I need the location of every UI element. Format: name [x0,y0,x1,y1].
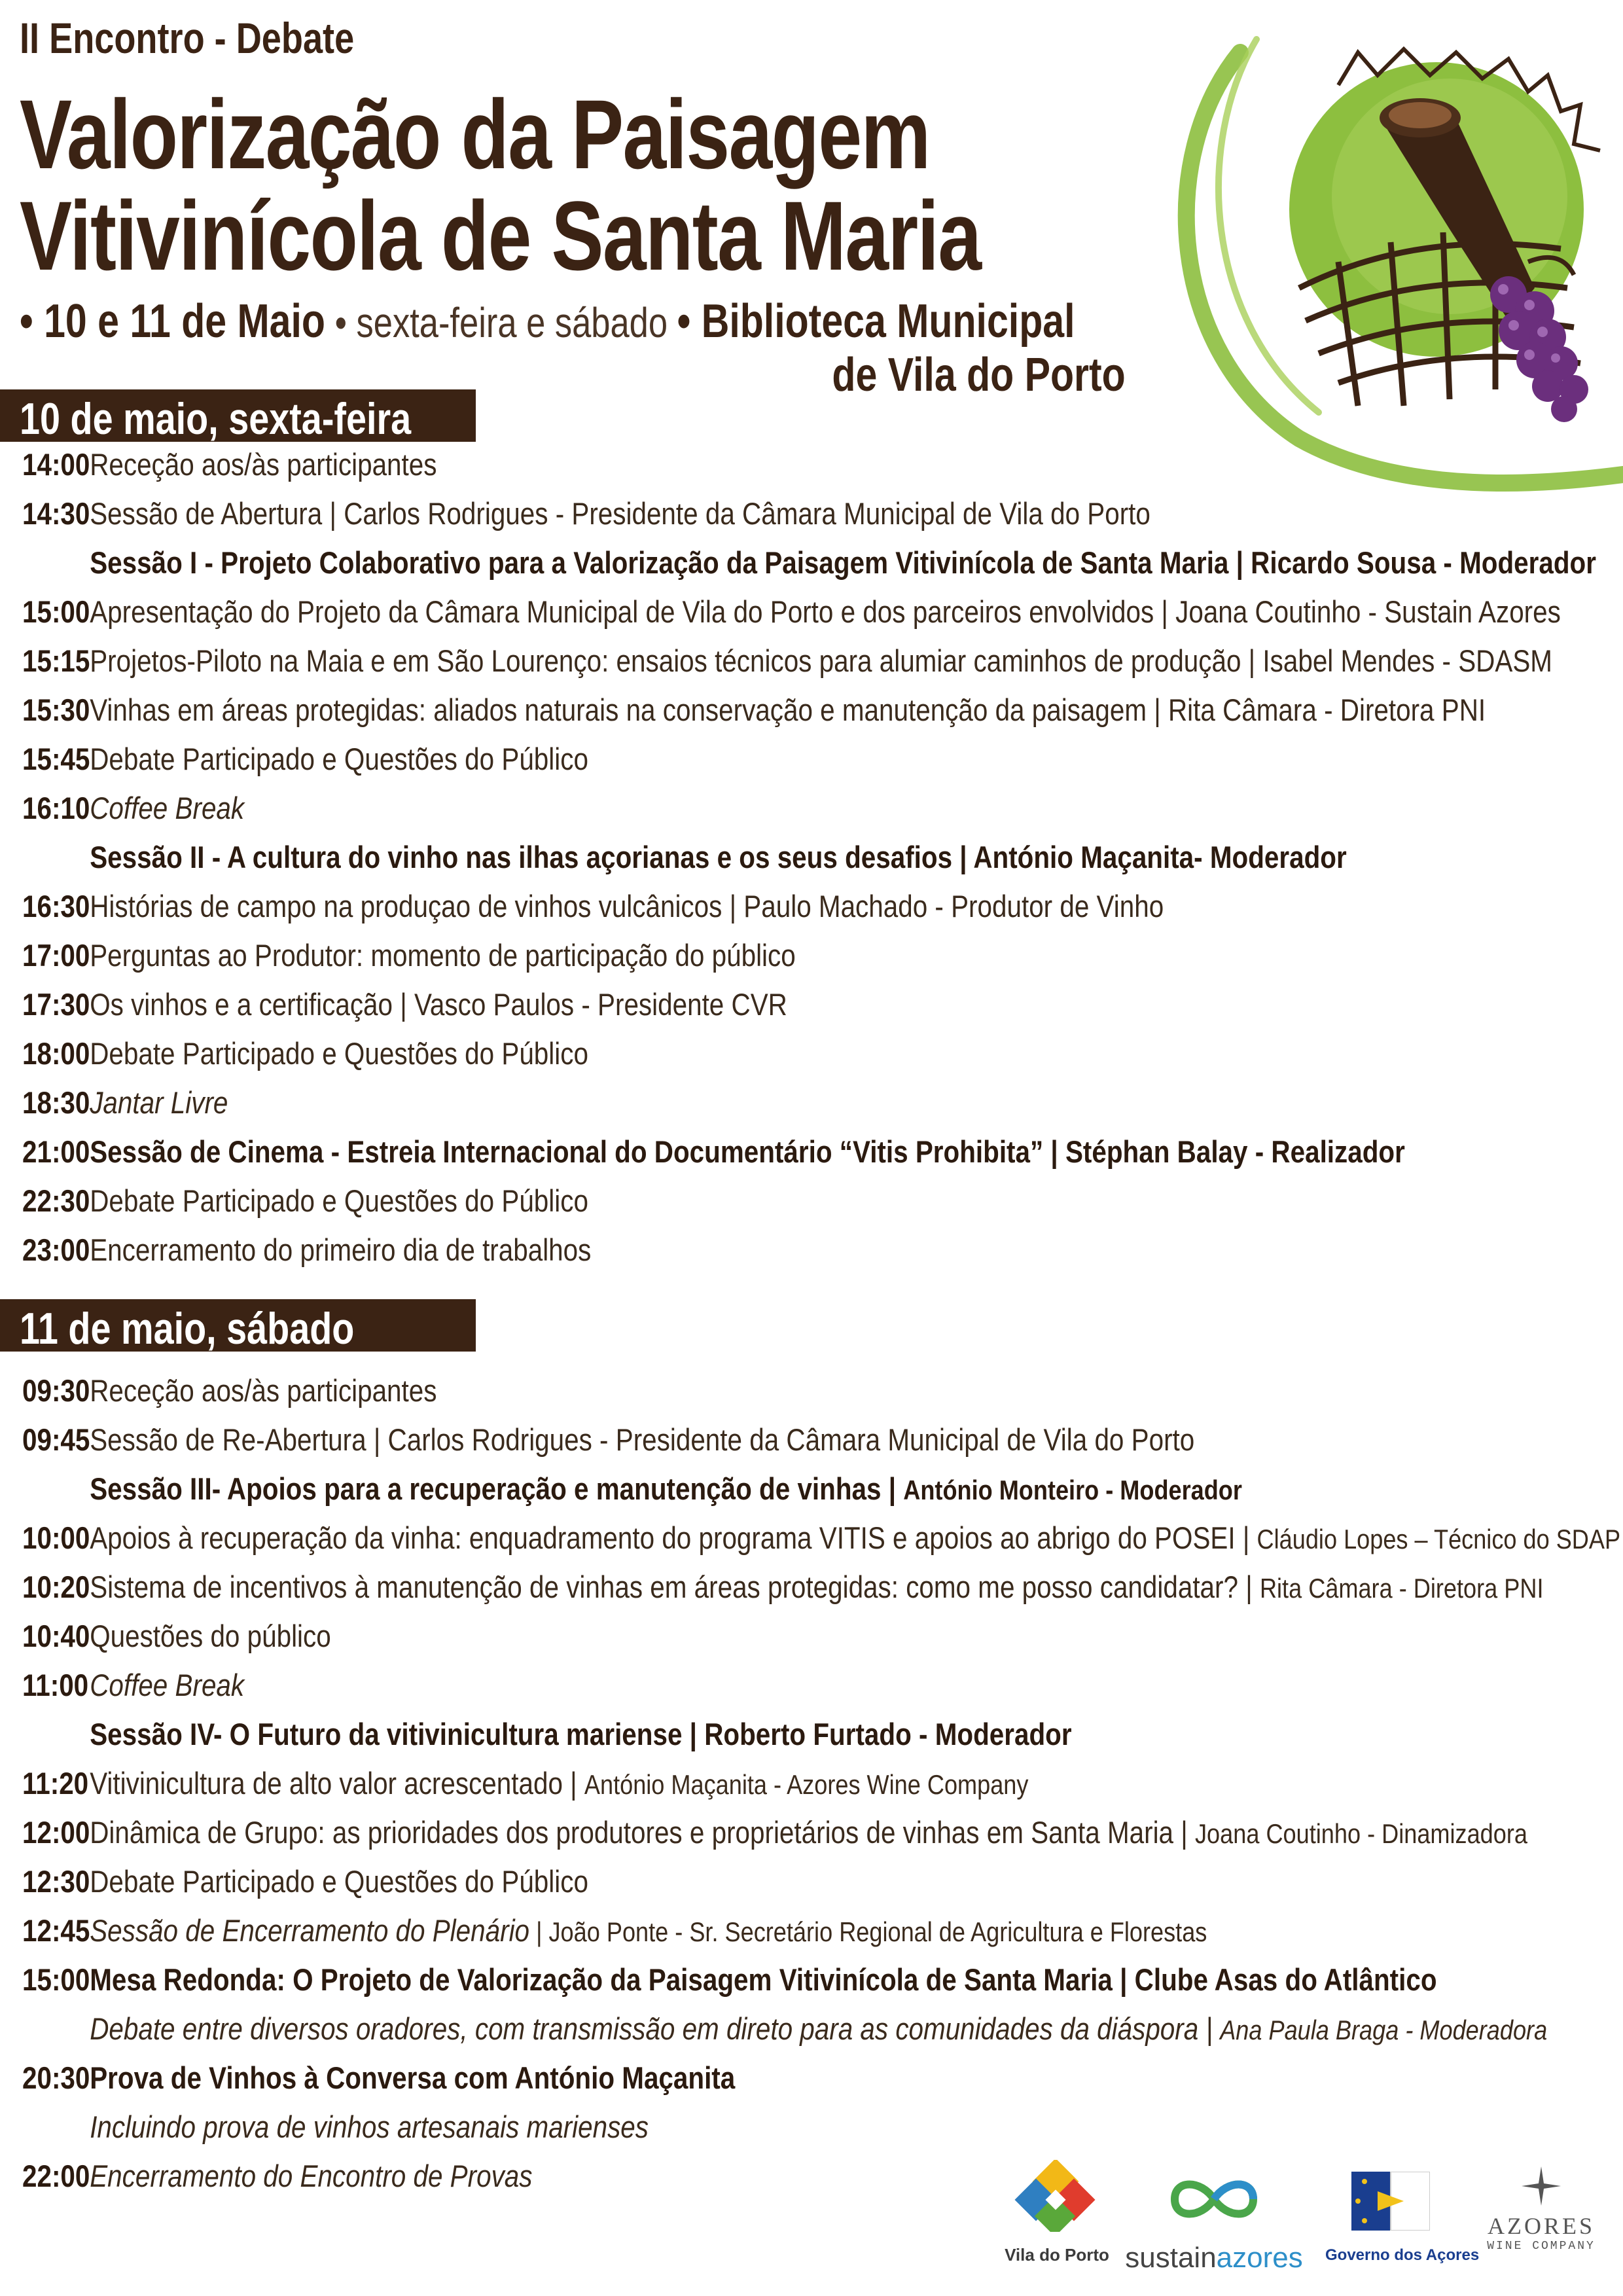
schedule-item-text: Vitivinicultura de alto valor acrescentado | [90,1766,584,1801]
schedule-item-text: Histórias de campo na produçao de vinhos vulcânicos | Paulo Machado - Produtor de Vinho [90,889,1164,924]
schedule-item-text: Receção aos/às participantes [90,1373,437,1408]
schedule-row [22,1764,1606,1813]
schedule-row [22,1469,1606,1518]
schedule-item-text: Apresentação do Projeto da Câmara Municipal de Vila do Porto e dos parceiros envolvidos | Joana Coutinho - Sustain Azores [90,594,1561,629]
schedule-item-text: Apoios à recuperação da vinha: enquadramento do programa VITIS e apoios ao abrigo do POSEI | [90,1520,1257,1555]
schedule-time: 20:30 [22,2060,90,2095]
schedule-time: 16:10 [22,791,90,825]
schedule-item-speaker: Rita Câmara - Diretora PNI [1259,1573,1544,1604]
schedule-item-text: Sessão de Encerramento do Plenário [90,1913,530,1948]
azores-word: azores [1216,2242,1303,2274]
schedule-row [22,494,1606,543]
event-dates: • 10 e 11 de Maio [20,295,325,348]
schedule-item-text: Mesa Redonda: O Projeto de Valorização da Paisagem Vitivinícola de Santa Maria | Clube Asas do Atlântico [90,1962,1437,1997]
schedule-row [22,2058,1606,2108]
schedule-item-text: Debate Participado e Questões do Público [90,1864,588,1899]
schedule-row [22,592,1606,641]
schedule-item-speaker: Cláudio Lopes – Técnico do SDAP [1257,1524,1621,1554]
vila-do-porto-emblem-icon [1014,2160,1099,2232]
schedule-row [22,1371,1606,1420]
schedule-item-text: Debate Participado e Questões do Público [90,1183,588,1218]
schedule-time: 22:30 [22,1183,90,1218]
schedule-row [22,1568,1606,1617]
event-venue-line2: de Vila do Porto [832,349,1126,401]
schedule-row [22,1518,1621,1568]
schedule-time: 11:20 [22,1766,89,1801]
schedule-row [22,1083,1606,1132]
schedule-time: 09:45 [22,1422,90,1457]
schedule-item-text: Debate Participado e Questões do Público [90,742,588,776]
schedule-row [22,1911,1606,1960]
sustain-azores-logo-text [1122,2242,1306,2274]
schedule-row [22,740,1606,789]
wine-landscape-logo-icon [1142,13,1623,501]
day1-schedule [22,445,1606,1280]
schedule-item-speaker: Ana Paula Braga - Moderadora [1220,2015,1548,2045]
schedule-item-text: Incluindo prova de vinhos artesanais marienses [90,2109,649,2144]
schedule-row [22,1715,1606,1764]
schedule-row [22,691,1606,740]
schedule-time: 22:00 [22,2159,90,2193]
event-title-line2: Vitivinícola de Santa Maria [20,181,981,291]
schedule-item-text: Sessão de Cinema - Estreia Internacional do Documentário “Vitis Prohibita” | Stéphan Balay - Realizador [90,1134,1405,1169]
schedule-item-speaker: | João Ponte - Sr. Secretário Regional de Agricultura e Florestas [529,1916,1207,1947]
schedule-time: 14:00 [22,447,90,482]
schedule-row [22,1181,1606,1230]
governo-logo-text: Governo dos Açores [1325,2246,1480,2264]
schedule-item-text: Sessão de Abertura | Carlos Rodrigues - Presidente da Câmara Municipal de Vila do Porto [90,496,1150,531]
schedule-item-text: Dinâmica de Grupo: as prioridades dos produtores e proprietários de vinhas em Santa Maria | [90,1815,1195,1850]
schedule-row [22,1666,1606,1715]
schedule-item-text: Debate Participado e Questões do Público [90,1036,588,1071]
schedule-time: 17:00 [22,938,90,973]
sustain-word: sustain [1125,2242,1217,2274]
schedule-row [22,1862,1606,1911]
schedule-time: 10:20 [22,1570,90,1604]
schedule-row [22,936,1606,985]
schedule-item-text: Vinhas em áreas protegidas: aliados naturais na conservação e manutenção da paisagem | Rita Câmara - Diretora PNI [90,692,1486,727]
schedule-time: 15:45 [22,742,90,776]
schedule-row [22,1132,1606,1181]
schedule-row [22,445,1606,494]
schedule-time: 10:00 [22,1520,90,1555]
sponsor-logos [1001,2160,1610,2284]
sustain-azores-logo [1122,2160,1306,2284]
azores-wine-logo-text: AZORES [1487,2213,1595,2239]
schedule-row [22,887,1606,936]
day1-banner [0,389,476,442]
schedule-row [22,1230,1606,1280]
event-days: • sexta-feira e sábado [325,299,677,346]
schedule-item-text: Questões do público [90,1619,331,1653]
schedule-item-text: Sessão I - Projeto Colaborativo para a Valorização da Paisagem Vitivinícola de Santa Maria | Ricardo Sousa - Moderador [90,545,1596,580]
schedule-item-text: Sessão III- Apoios para a recuperação e manutenção de vinhas | [90,1471,904,1506]
schedule-item-text: Coffee Break [90,1668,245,1702]
schedule-item-text: Prova de Vinhos à Conversa com António Maçanita [90,2060,736,2095]
azores-wine-company-logo [1476,2160,1607,2284]
schedule-time: 15:00 [22,594,90,629]
schedule-item-text: Receção aos/às participantes [90,447,437,482]
vila-do-porto-logo [1001,2160,1113,2284]
schedule-item-text: Encerramento do primeiro dia de trabalhos [90,1232,592,1267]
schedule-time: 12:45 [22,1913,90,1948]
schedule-time: 18:30 [22,1085,90,1120]
vila-do-porto-logo-text: Vila do Porto [1005,2245,1109,2265]
schedule-time: 11:00 [22,1668,89,1702]
schedule-time: 12:00 [22,1815,90,1850]
schedule-item-speaker: António Maçanita - Azores Wine Company [584,1769,1029,1800]
compass-star-icon [1522,2166,1561,2206]
schedule-time: 18:00 [22,1036,90,1071]
schedule-time: 15:15 [22,643,90,678]
schedule-time: 14:30 [22,496,90,531]
schedule-item-text: Projetos-Piloto na Maia e em São Lourenço: ensaios técnicos para alumiar caminhos de produção | Isabel Mendes - SDASM [90,643,1552,678]
schedule-item-text: Perguntas ao Produtor: momento de participação do público [90,938,796,973]
event-dateline [20,295,1075,348]
day1-label: 10 de maio, sexta-feira [20,394,412,444]
schedule-row [22,1960,1606,2009]
schedule-item-speaker: Joana Coutinho - Dinamizadora [1194,1818,1527,1849]
schedule-row [22,789,1606,838]
schedule-row [22,838,1606,887]
schedule-time: 10:40 [22,1619,90,1653]
schedule-row [22,1813,1606,1862]
schedule-item-text: Sessão de Re-Abertura | Carlos Rodrigues - Presidente da Câmara Municipal de Vila do Porto [90,1422,1195,1457]
event-series-label: II Encontro - Debate [20,14,355,62]
schedule-time: 17:30 [22,987,90,1022]
schedule-time: 09:30 [22,1373,90,1408]
schedule-item-text: Os vinhos e a certificação | Vasco Paulos - Presidente CVR [90,987,787,1022]
wine-company-logo-text: WINE COMPANY [1487,2240,1596,2253]
event-venue-line1: • Biblioteca Municipal [677,295,1075,348]
schedule-row [22,1034,1606,1083]
schedule-item-text: Coffee Break [90,791,245,825]
sustain-azores-loop-icon [1162,2173,1266,2225]
schedule-item-text: Sessão II - A cultura do vinho nas ilhas açorianas e os seus desafios | António Maçanita- Moderador [90,840,1347,874]
schedule-row [22,1617,1606,1666]
governo-flag-icon [1351,2172,1430,2231]
schedule-row [22,2108,1606,2157]
day2-label: 11 de maio, sábado [20,1304,355,1354]
schedule-item-speaker: António Monteiro - Moderador [903,1475,1242,1505]
schedule-row [22,641,1606,691]
schedule-row [22,543,1606,592]
schedule-item-text: Sistema de incentivos à manutenção de vinhas em áreas protegidas: como me posso candidatar? | [90,1570,1260,1604]
schedule-item-text: Sessão IV- O Futuro da vitivinicultura mariense | Roberto Furtado - Moderador [90,1717,1072,1751]
day2-banner [0,1299,476,1352]
schedule-row [22,985,1606,1034]
day2-schedule [22,1371,1621,2206]
event-title-line1: Valorização da Paisagem [20,79,930,189]
schedule-time: 23:00 [22,1232,90,1267]
schedule-item-text: Encerramento do Encontro de Provas [90,2159,533,2193]
schedule-item-text: Jantar Livre [90,1085,228,1120]
schedule-item-text: Debate entre diversos oradores, com transmissão em direto para as comunidades da diáspora | [90,2011,1221,2046]
schedule-time: 15:00 [22,1962,90,1997]
schedule-row [22,1420,1606,1469]
schedule-time: 15:30 [22,692,90,727]
schedule-time: 21:00 [22,1134,90,1169]
schedule-row [22,2009,1606,2058]
schedule-time: 16:30 [22,889,90,924]
governo-dos-acores-logo [1325,2160,1480,2284]
schedule-time: 12:30 [22,1864,90,1899]
